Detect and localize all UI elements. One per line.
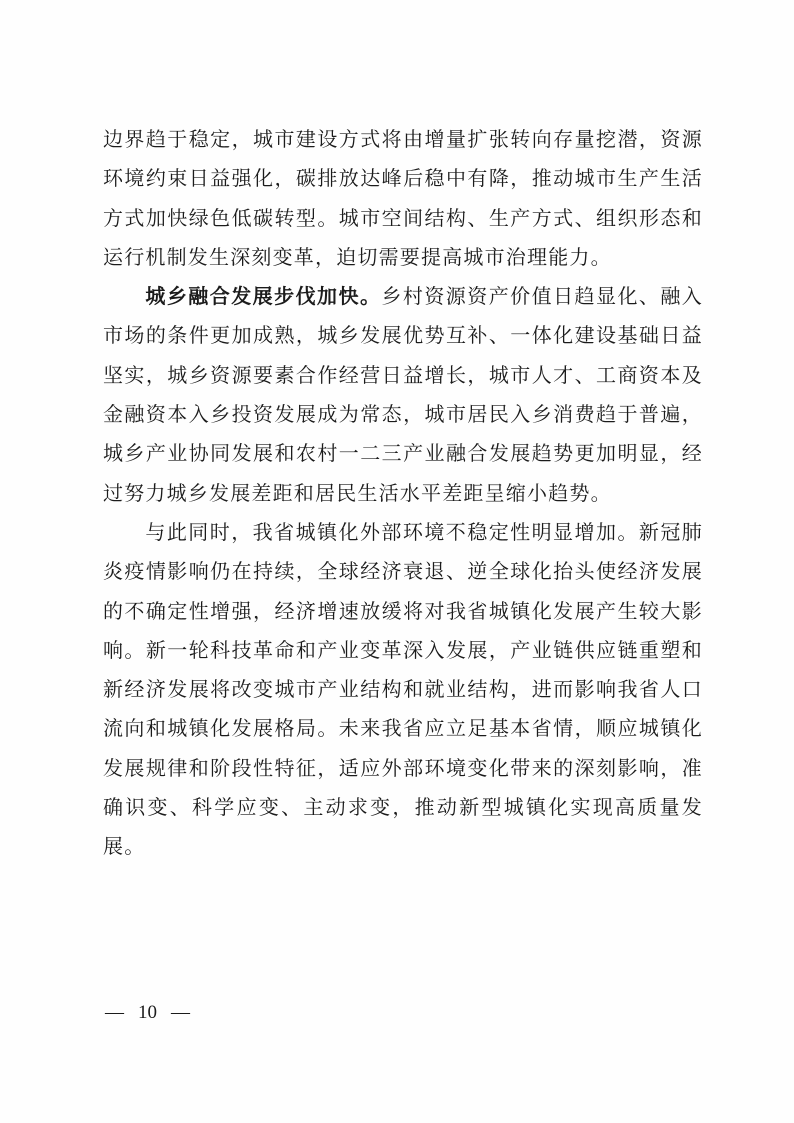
footer-dash-left: —: [105, 1002, 124, 1023]
paragraph-text: 边界趋于稳定，城市建设方式将由增量扩张转向存量挖潜，资源环境约束日益强化，碳排放达峰后稳中有降，推动城市生产生活方式加快绿色低碳转型。城市空间结构、生产方式、组织形态和运行机制发生深刻变革，迫切需要提高城市治理能力。: [103, 129, 703, 269]
page-number: 10: [138, 1002, 157, 1023]
paragraph-text: 乡村资源资产价值日趋显化、融入市场的条件更加成熟，城乡发展优势互补、一体化建设基础日益坚实，城乡资源要素合作经营日益增长，城市人才、工商资本及金融资本入乡投资发展成为常态，城市居民入乡消费趋于普遍，城乡产业协同发展和农村一二三产业融合发展趋势更加明显，经过努力城乡发展差距和居民生活水平差距呈缩小趋势。: [103, 286, 704, 505]
paragraph-urban-development-continuation: [103, 121, 703, 278]
paragraph-external-environment: [103, 514, 703, 868]
document-body: [103, 121, 703, 868]
paragraph-lead-bold: 城乡融合发展步伐加快。: [145, 286, 382, 309]
footer-dash-right: —: [171, 1002, 190, 1023]
page-footer: [105, 1000, 190, 1026]
paragraph-urban-rural-integration: [103, 278, 703, 514]
paragraph-text: 与此同时，我省城镇化外部环境不稳定性明显增加。新冠肺炎疫情影响仍在持续，全球经济衰退、逆全球化抬头使经济发展的不确定性增强，经济增速放缓将对我省城镇化发展产生较大影响。新一轮科技革命和产业变革深入发展，产业链供应链重塑和新经济发展将改变城市产业结构和就业结构，进而影响我省人口流向和城镇化发展格局。未来我省应立足基本省情，顺应城镇化发展规律和阶段性特征，适应外部环境变化带来的深刻影响，准确识变、科学应变、主动求变，推动新型城镇化实现高质量发展。: [103, 521, 703, 859]
